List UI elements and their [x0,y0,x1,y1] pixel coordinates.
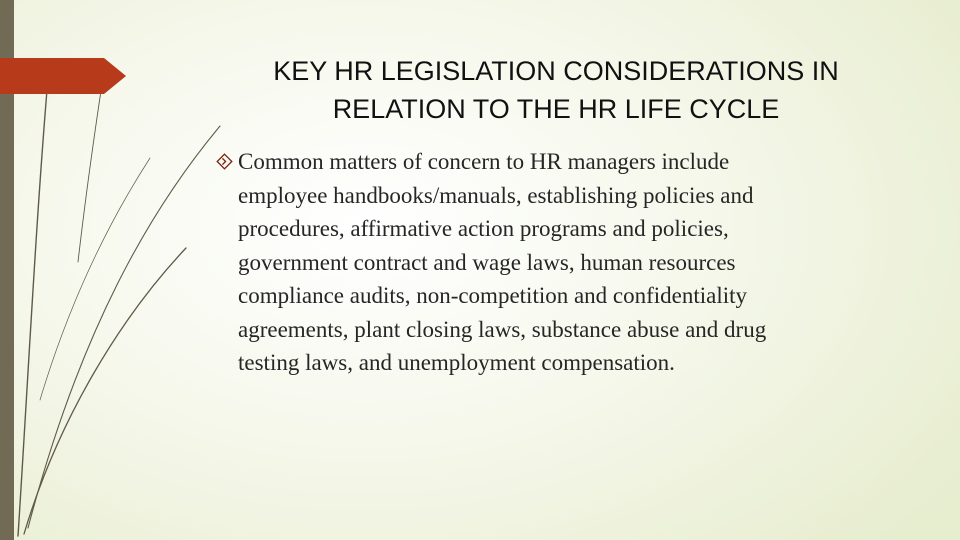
decor-line [78,84,102,262]
slide-title [205,52,907,128]
bullet-line: compliance audits, non-competition and confidentiality [238,283,748,308]
decor-line [40,158,150,400]
bullet-line: procedures, affirmative action programs and policies, [238,216,729,241]
decor-line [28,126,220,528]
bullet-text [216,145,916,380]
title-line: RELATION TO THE HR LIFE CYCLE [332,94,780,124]
decor-line [18,78,48,536]
bullet-item [216,145,916,380]
bullet-line: employee handbooks/manuals, establishing policies and [238,182,754,208]
diamond-bullet-icon [216,153,233,170]
bullet-line: testing laws, and unemployment compensation. [238,350,675,375]
bullet-line: agreements, plant closing laws, substance abuse and drug [238,316,767,342]
arrow-marker-icon [0,58,126,94]
decor-line [24,248,186,534]
bullet-line: Common matters of concern to HR managers include [238,149,730,174]
bullet-line: government contract and wage laws, human resources [238,249,736,275]
title-line: KEY HR LEGISLATION CONSIDERATIONS IN [273,56,839,86]
